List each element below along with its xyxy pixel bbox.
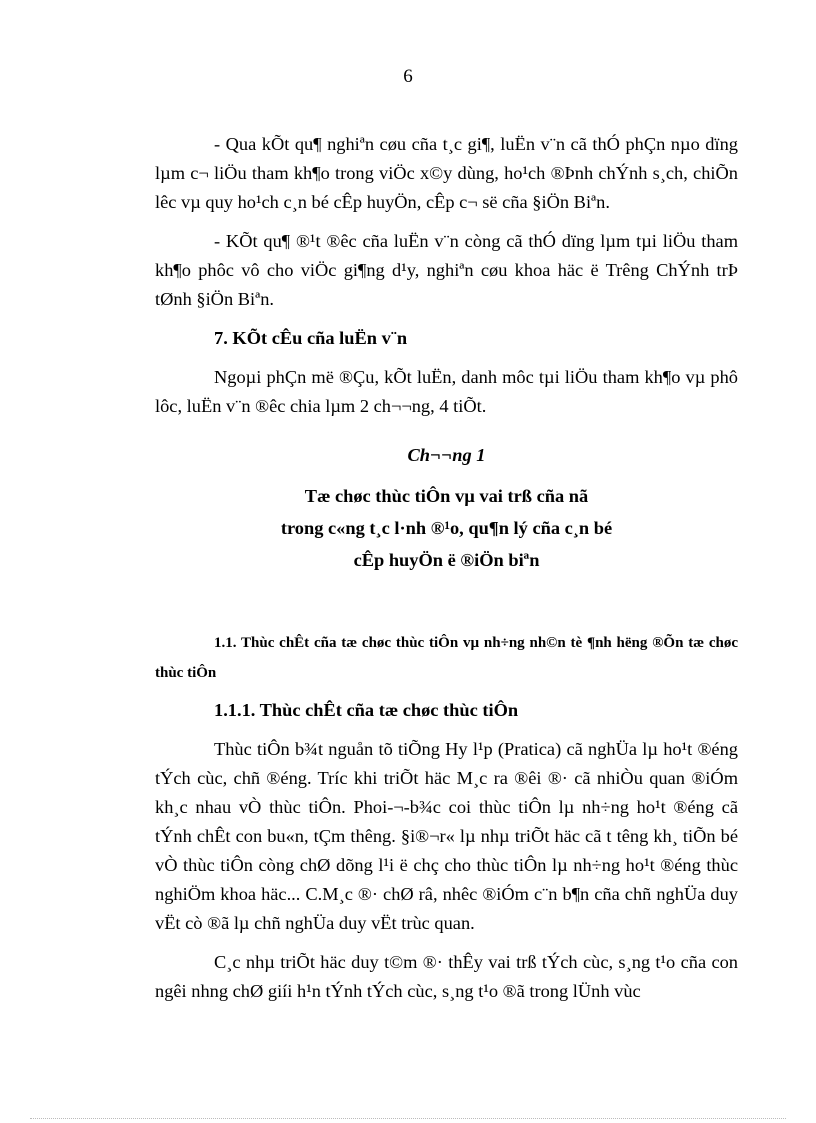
intro-paragraph: - KÕt qu¶ ®¹t ®êc cña luËn v¨n còng cã thÓ dïng lµm tµi liÖu tham kh¶o phôc vô cho viÖc gi¶ng d¹y, nghiªn cøu khoa häc ë Trêng ChÝnh trÞ tØnh §iÖn Biªn.	[155, 231, 738, 309]
section-title-1-1: 1.1. Thùc chÊt cña tæ chøc thùc tiÔn vµ nh÷ng nh©n tè ¶nh hëng ®Õn tæ chøc thùc tiÔn	[155, 635, 738, 681]
subsection-title-1-1-1: 1.1.1. Thùc chÊt cña tæ chøc thùc tiÔn	[214, 700, 519, 720]
body-paragraph: C¸c nhµ triÕt häc duy t©m ®· thÊy vai trß tÝch cùc, s¸ng t¹o cña con ngêi nhng chØ giíi h¹n tÝnh tÝch cùc, s¸ng t¹o ®ã trong lÜnh vùc	[155, 952, 738, 1001]
page-number: 6	[403, 66, 413, 87]
page-bottom-divider	[30, 1118, 786, 1119]
intro-paragraph: - Qua kÕt qu¶ nghiªn cøu cña t¸c gi¶, luËn v¨n cã thÓ phÇn nµo dïng lµm c¬ liÖu tham kh¶o trong viÖc x©y dùng, ho¹ch ®Þnh chÝnh s¸ch, chiÕn lêc vµ quy ho¹ch c¸n bé cÊp huyÖn, cÊp c¬ së cña §iÖn Biªn.	[155, 134, 738, 212]
chapter-title-line: Tæ chøc thùc tiÔn vµ vai trß cña nã	[304, 486, 589, 506]
chapter-title-line: cÊp huyÖn ë ®iÖn biªn	[353, 550, 540, 570]
chapter-title-line: trong c«ng t¸c l·nh ®¹o, qu¶n lý cña c¸n bé	[280, 518, 613, 538]
page-content	[155, 130, 738, 1016]
section-heading-7: 7. KÕt cÊu cña luËn v¨n	[214, 328, 408, 348]
body-paragraph: Thùc tiÔn b¾t nguån tõ tiÕng Hy l¹p (Pratica) cã nghÜa lµ ho¹t ®éng tÝch cùc, chñ ®éng. Tríc khi triÕt häc M¸c ra ®êi ®· cã nhiÒu quan ®iÓm kh¸c nhau vÒ thùc tiÔn. Phoi-¬-b¾c coi thùc tiÔn lµ nh÷ng ho¹t ®éng cã tÝnh chÊt con bu«n, tÇm thêng. §i®¬r« lµ nhµ triÕt häc cã t têng kh¸ tiÕn bé vÒ thùc tiÔn còng chØ dõng l¹i ë chç cho thùc tiÔn lµ nh÷ng ho¹t ®éng thùc nghiÖm khoa häc... C.M¸c ®· chØ râ, nhêc ®iÓm c¨n b¶n cña chñ nghÜa duy vËt cò ®ã lµ chñ nghÜa duy vËt trùc quan.	[155, 739, 738, 933]
structure-paragraph: Ngoµi phÇn më ®Çu, kÕt luËn, danh môc tµi liÖu tham kh¶o vµ phô lôc, luËn v¨n ®êc chia lµm 2 ch¬¬ng, 4 tiÕt.	[155, 367, 738, 416]
chapter-label: Ch¬¬ng 1	[407, 445, 486, 465]
